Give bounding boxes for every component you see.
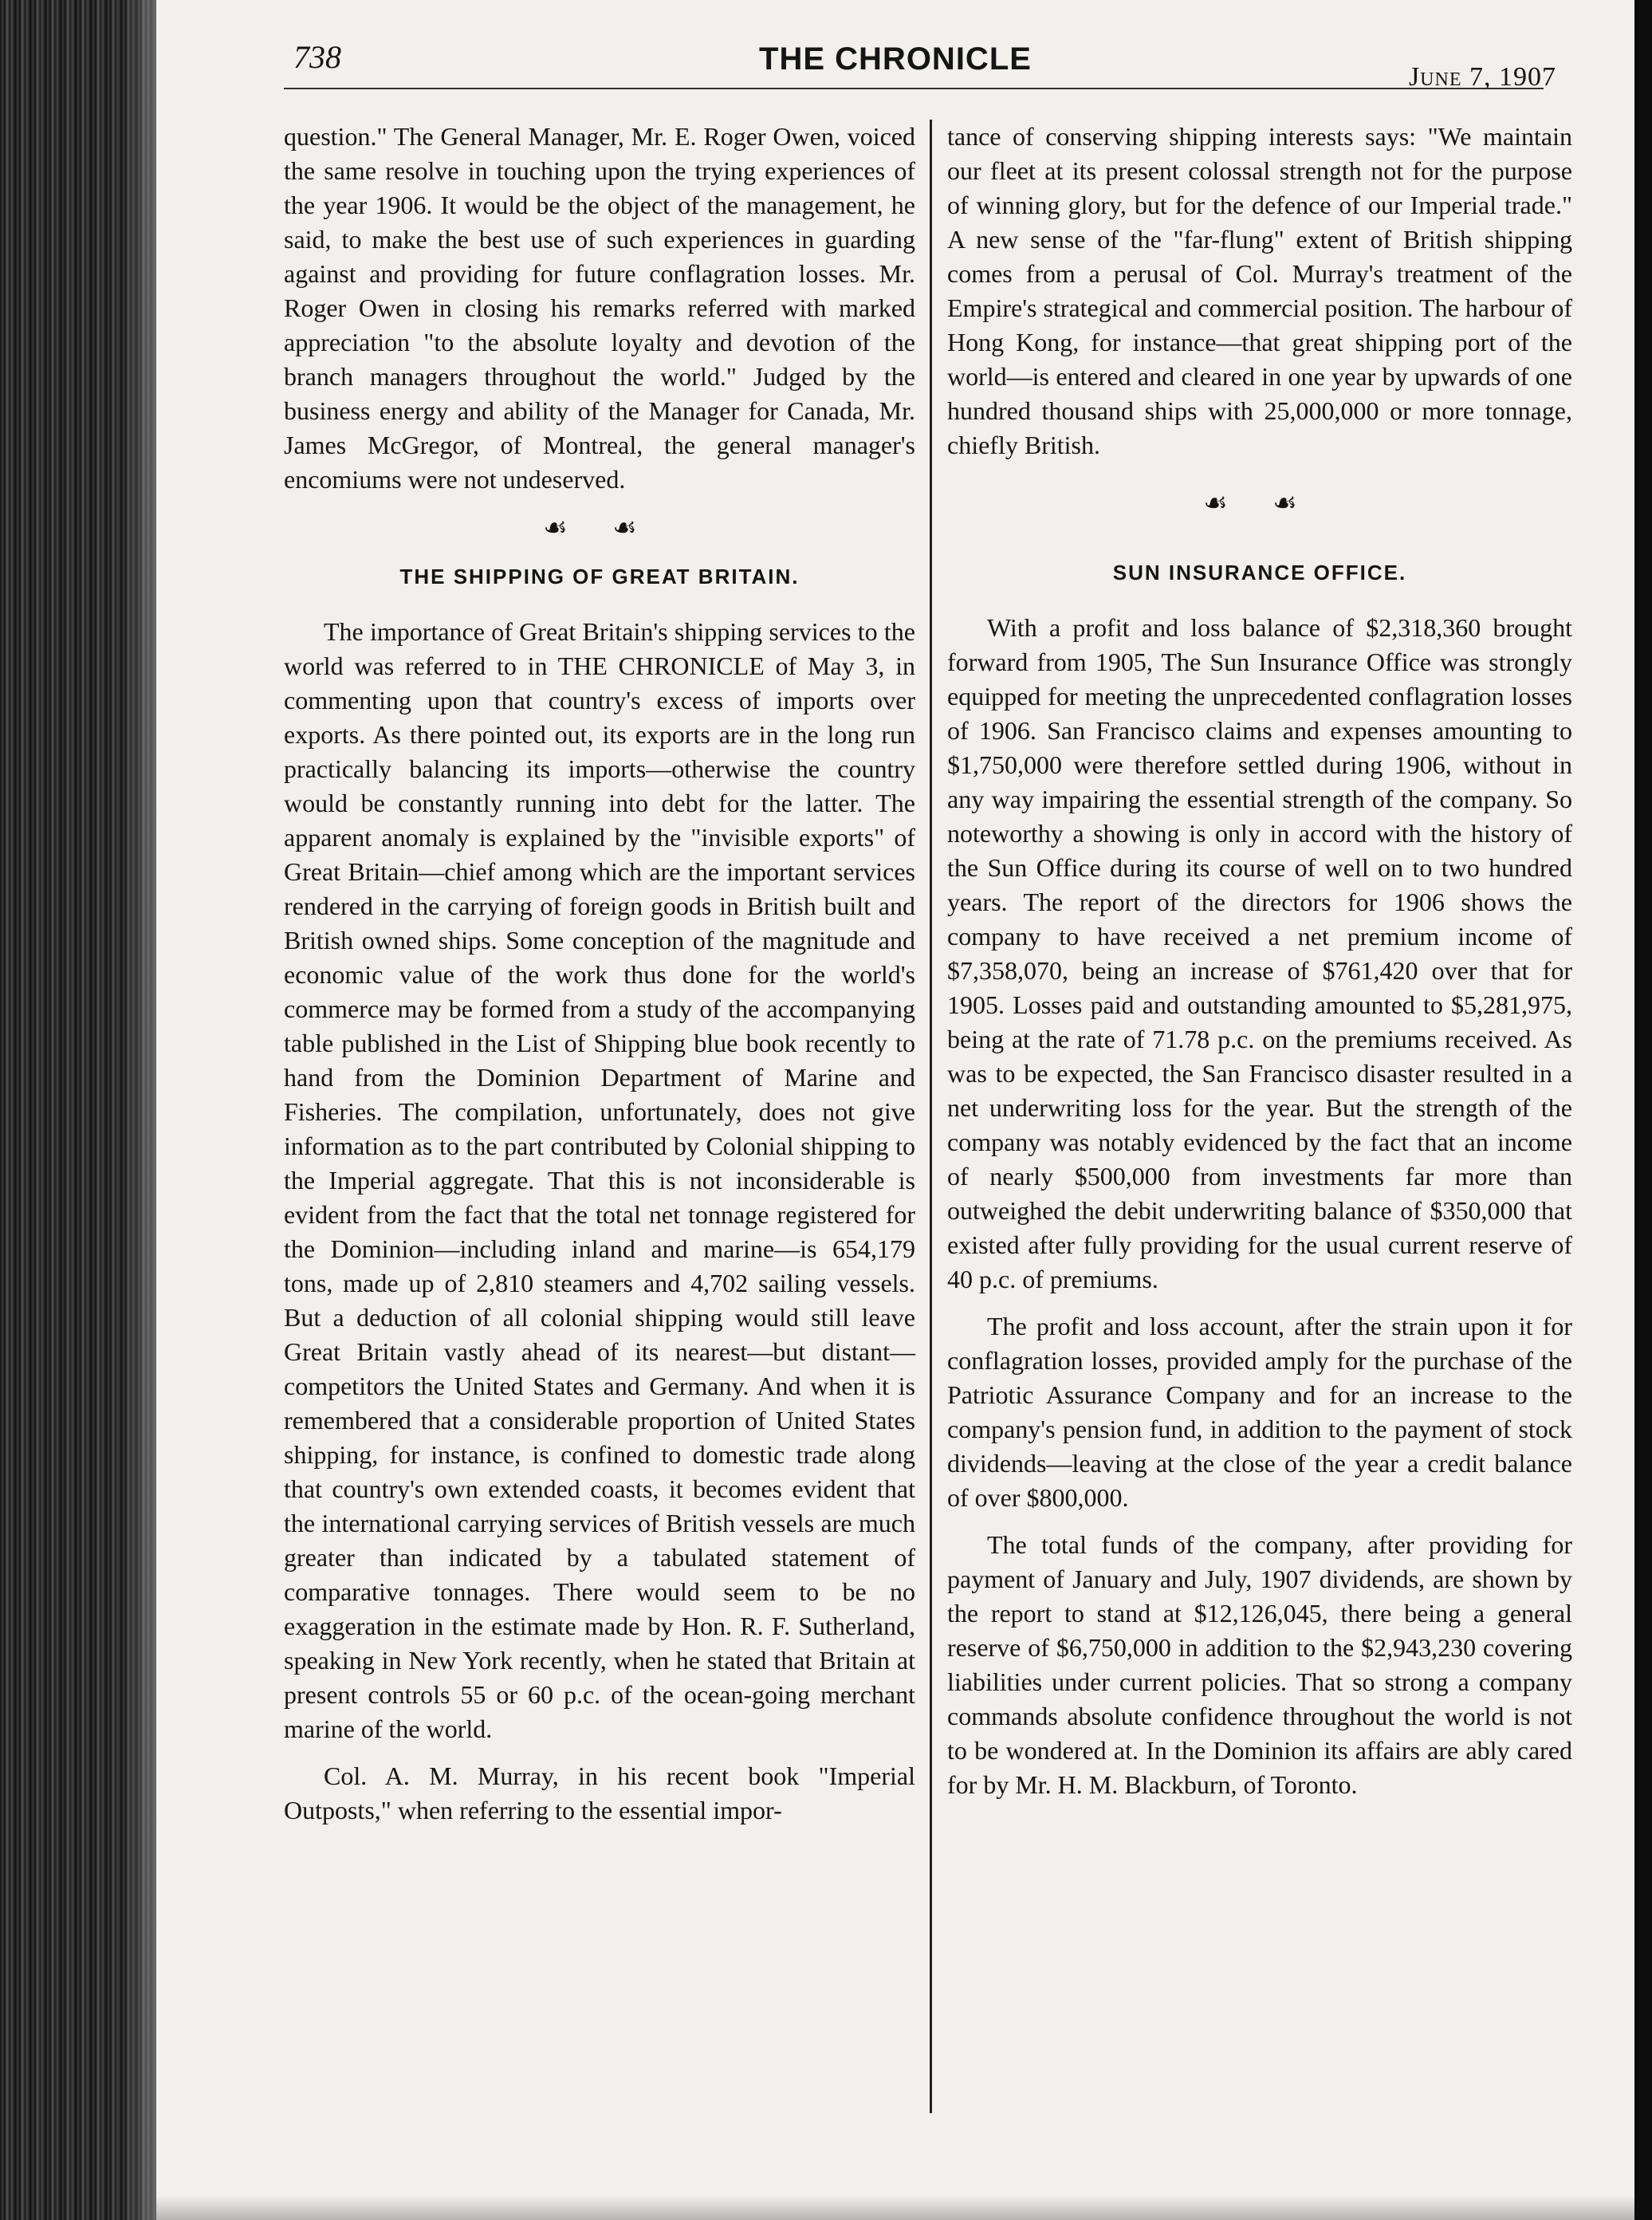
- article-paragraph: Col. A. M. Murray, in his recent book "Imperial Outposts," when referring to the essential impor-: [284, 1761, 915, 1824]
- newspaper-page: [156, 0, 1634, 2220]
- page-number: 738: [293, 39, 341, 75]
- running-title: THE CHRONICLE: [759, 41, 1032, 77]
- column-divider: [930, 120, 932, 2113]
- continued-paragraph: question." The General Manager, Mr. E. Roger Owen, voiced the same resolve in touching upon the trying experiences of the year 1906. It would be the object of the management, he said, to make the best use of such experiences in guarding against and providing for future conflagration losses. Mr. Roger Owen in closing his remarks referred with marked appreciation "to the absolute loyalty and devotion of the branch managers throughout the world." Judged by the business energy and ability of the Manager for Canada, Mr. James McGregor, of Montreal, the general manager's encomiums were not undeserved.: [284, 122, 915, 494]
- continued-paragraph: tance of conserving shipping interests says: "We maintain our fleet at its present colossal strength not for the purpose of winning glory, but for the defence of our Imperial trade." A new sense of the "far-flung" extent of British shipping comes from a perusal of Col. Murray's treatment of the Empire's strategical and commercial position. The harbour of Hong Kong, for instance—that great shipping port of the world—is entered and cleared in one year by upwards of one hundred thousand ships with 25,000,000 or more tonnage, chiefly British.: [947, 122, 1572, 459]
- header-rule: [284, 88, 1544, 89]
- article-paragraph: The total funds of the company, after providing for payment of January and July, 1907 dividends, are shown by the report to stand at $12,126,045, there being a general reserve of $6,750,000 in addition to the $2,943,230 covering liabilities under current policies. That so strong a company commands absolute confidence throughout the world is not to be wondered at. In the Dominion its affairs are ably cared for by Mr. H. M. Blackburn, of Toronto.: [947, 1530, 1572, 1799]
- ornament-icon: ☙ ☙: [1203, 489, 1316, 518]
- article-paragraph: The profit and loss account, after the strain upon it for conflagration losses, provided amply for the purchase of the Patriotic Assurance Company and for an increase to the company's pension fund, in addition to the payment of stock dividends—leaving at the close of the year a credit balance of over $800,000.: [947, 1312, 1572, 1512]
- article-paragraph: The importance of Great Britain's shipping services to the world was referred to in THE CHRONICLE of May 3, in commenting upon that country's excess of imports over exports. As there pointed out, its exports are in the long run practically balancing its imports—otherwise the country would be constantly running into debt for the latter. The apparent anomaly is explained by the "invisible exports" of Great Britain—chief among which are the important services rendered in the carrying of foreign goods in British built and British owned ships. Some conception of the magnitude and economic value of the work thus done for the world's commerce may be formed from a study of the accompanying table published in the List of Shipping blue book recently to hand from the Dominion Department of Marine and Fisheries. The compilation, unfortunately, does not give information as to the part contributed by Colonial shipping to the Imperial aggregate. That this is not inconsiderable is evident from the fact that the total net tonnage registered for the Dominion—including inland and marine—is 654,179 tons, made up of 2,810 steamers and 4,702 sailing vessels. But a deduction of all colonial shipping would still leave Great Britain vastly ahead of its nearest—but distant—competitors the United States and Germany. And when it is remembered that a considerable proportion of United States shipping, for instance, is confined to domestic trade along that country's own extended coasts, it becomes evident that the international carrying services of British vessels are much greater than indicated by a tabulated statement of comparative tonnages. There would seem to be no exaggeration in the estimate made by Hon. R. F. Sutherland, speaking in New York recently, when he stated that Britain at present controls 55 or 60 p.c. of the ocean-going merchant marine of the world.: [284, 617, 915, 1743]
- article-title-sun-insurance: SUN INSURANCE OFFICE.: [1112, 561, 1407, 585]
- right-column: [947, 120, 1572, 1802]
- page-edge-shadow: [1634, 0, 1652, 2220]
- ornament-icon: ☙ ☙: [543, 514, 656, 543]
- page-bottom-shadow: [156, 2196, 1634, 2220]
- article-title-shipping: THE SHIPPING OF GREAT BRITAIN.: [399, 565, 800, 588]
- article-paragraph: With a profit and loss balance of $2,318,360 brought forward from 1905, The Sun Insurance Office was strongly equipped for meeting the unprecedented conflagration losses of 1906. San Francisco claims and expenses amounting to $1,750,000 were therefore settled during 1906, without in any way impairing the essential strength of the company. So noteworthy a showing is only in accord with the history of the Sun Office during its course of well on to two hundred years. The report of the directors for 1906 shows the company to have received a net premium income of $7,358,070, being an increase of $761,420 over that for 1905. Losses paid and outstanding amounted to $5,281,975, being at the rate of 71.78 p.c. on the premiums received. As was to be expected, the San Francisco disaster resulted in a net underwriting loss for the year. But the strength of the company was notably evidenced by the fact that an income of nearly $500,000 from investments far more than outweighed the debit underwriting balance of $350,000 that existed after fully providing for the usual current reserve of 40 p.c. of premiums.: [947, 613, 1572, 1293]
- left-column: [284, 120, 915, 1828]
- issue-date: June 7, 1907: [1408, 62, 1556, 92]
- book-binding: [0, 0, 156, 2220]
